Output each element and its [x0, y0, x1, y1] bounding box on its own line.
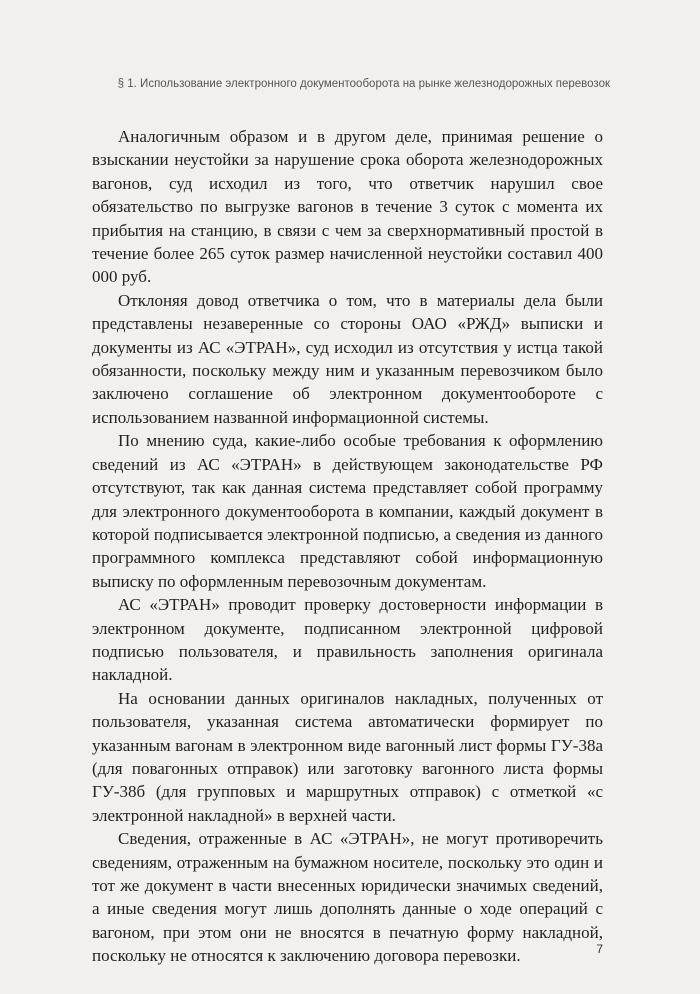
page-number: 7	[596, 942, 603, 956]
paragraph: Отклоняя довод ответчика о том, что в материалы дела были представлены незаверенные со стороны ОАО «РЖД» выписки и документы из АС «ЭТРАН», суд исходил из отсутствия у истца такой обязанности, поскольку между ним и указанным перевозчиком было заключено соглашение об электронном документообороте с использованием названной информационной системы.	[92, 290, 603, 427]
paragraph: Сведения, отраженные в АС «ЭТРАН», не могут противоречить сведениям, отраженным на бумажном носителе, поскольку это один и тот же документ в части внесенных юридически значимых сведений, а иные сведения могут лишь дополнять данные о ходе операций с вагоном, при этом они не вносятся в печатную форму накладной, поскольку не относятся к заключению договора перевозки.	[92, 829, 603, 966]
paragraph: На основании данных оригиналов накладных, полученных от пользователя, указанная система автоматически формирует по указанным вагонам в электронном виде вагонный лист формы ГУ-38а (для повагонных отправок) или заготовку вагонного листа формы ГУ-38б (для групповых и маршрутных отправок) с отметкой «с электронной накладной» в верхней части.	[92, 688, 603, 825]
paragraph: Аналогичным образом и в другом деле, принимая решение о взыскании неустойки за нарушение срока оборота железнодорожных вагонов, суд исходил из того, что ответчик нарушил свое обязательство по выгрузке вагонов в течение 3 суток с момента их прибытия на станцию, в связи с чем за сверхнормативный простой в течение более 265 суток размер начисленной неустойки составил 400 000 руб.	[92, 127, 603, 287]
body-text	[92, 125, 603, 968]
paragraph: По мнению суда, какие-либо особые требования к оформлению сведений из АС «ЭТРАН» в действующем законодательстве РФ отсутствуют, так как данная система представляет собой программу для электронного документооборота в компании, каждый документ в которой подписывается электронной подписью, а сведения из данного программного комплекса представляют собой информационную выписку по оформленным перевозочным документам.	[92, 431, 603, 591]
paragraph: АС «ЭТРАН» проводит проверку достоверности информации в электронном документе, подписанном электронной цифровой подписью пользователя, и правильность заполнения оригинала накладной.	[92, 595, 603, 685]
running-header: § 1. Использование электронного документооборота на рынке железнодорожных перевозок	[117, 78, 610, 90]
